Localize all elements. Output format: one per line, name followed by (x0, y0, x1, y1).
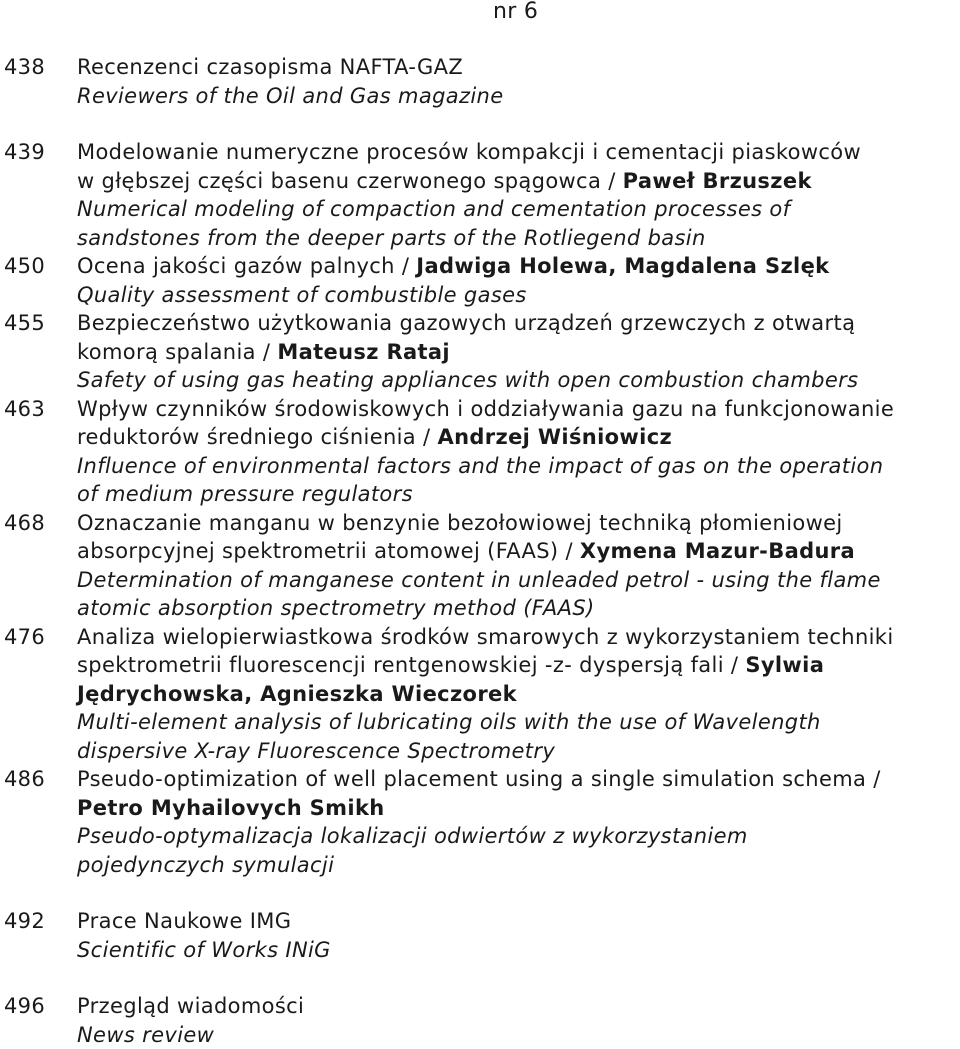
page-number: 455 (4, 309, 45, 337)
title-polish: Prace Naukowe IMG (77, 907, 960, 936)
table-of-contents (0, 53, 960, 1049)
title-english: pojedynczych symulacji (77, 851, 960, 880)
title-polish-text: w głębszej części basenu czerwonego spągowca / (77, 169, 623, 193)
title-polish-text: reduktorów średniego ciśnienia / (77, 425, 438, 449)
title-english: Multi-element analysis of lubricating oils with the use of Wavelength (77, 708, 960, 737)
page-number: 463 (4, 395, 45, 423)
page-number: 438 (4, 53, 45, 81)
title-english: Pseudo-optymalizacja lokalizacji odwiertów z wykorzystaniem (77, 822, 960, 851)
title-polish: Analiza wielopierwiastkowa środków smarowych z wykorzystaniem techniki (77, 623, 960, 652)
toc-entry (0, 509, 960, 623)
title-polish: Modelowanie numeryczne procesów kompakcji i cementacji piaskowców (77, 138, 960, 167)
toc-entry (0, 252, 960, 309)
title-polish (77, 423, 960, 452)
title-polish-text: absorpcyjnej spektrometrii atomowej (FAAS) / (77, 539, 580, 563)
author-names: Jadwiga Holewa, Magdalena Szlęk (416, 254, 829, 278)
title-polish-text: spektrometrii fluorescencji rentgenowskiej -z- dyspersją fali / (77, 653, 745, 677)
page-number: 486 (4, 765, 45, 793)
title-english: Reviewers of the Oil and Gas magazine (77, 82, 960, 111)
title-polish (77, 338, 960, 367)
page-number: 476 (4, 623, 45, 651)
title-polish: Pseudo-optimization of well placement using a single simulation schema / (77, 765, 960, 794)
title-polish-text: komorą spalania / (77, 340, 277, 364)
title-polish: Recenzenci czasopisma NAFTA-GAZ (77, 53, 960, 82)
page-number: 468 (4, 509, 45, 537)
title-english: Scientific of Works INiG (77, 936, 960, 965)
author-names: Paweł Brzuszek (623, 169, 812, 193)
title-english: News review (77, 1021, 960, 1049)
title-polish (77, 651, 960, 680)
page-number: 492 (4, 907, 45, 935)
page-number: 496 (4, 992, 45, 1020)
toc-entry (0, 623, 960, 766)
title-polish-text: Ocena jakości gazów palnych / (77, 254, 416, 278)
toc-entry (0, 309, 960, 395)
title-polish: Bezpieczeństwo użytkowania gazowych urządzeń grzewczych z otwartą (77, 309, 960, 338)
page-number: 450 (4, 252, 45, 280)
title-english: atomic absorption spectrometry method (FAAS) (77, 594, 960, 623)
title-polish (77, 537, 960, 566)
author-names: Jędrychowska, Agnieszka Wieczorek (77, 680, 960, 709)
author-names: Petro Myhailovych Smikh (77, 794, 960, 823)
title-english: of medium pressure regulators (77, 480, 960, 509)
title-polish: Przegląd wiadomości (77, 992, 960, 1021)
title-polish: Oznaczanie manganu w benzynie bezołowiowej techniką płomieniowej (77, 509, 960, 538)
title-english: dispersive X-ray Fluorescence Spectrometry (77, 737, 960, 766)
title-polish: Wpływ czynników środowiskowych i oddziaływania gazu na funkcjonowanie (77, 395, 960, 424)
title-english: Quality assessment of combustible gases (77, 281, 960, 310)
toc-entry (0, 907, 960, 964)
author-names: Andrzej Wiśniowicz (438, 425, 673, 449)
title-polish (77, 167, 960, 196)
title-english: Determination of manganese content in unleaded petrol - using the flame (77, 566, 960, 595)
toc-entry (0, 992, 960, 1049)
author-names: Xymena Mazur-Badura (580, 539, 855, 563)
title-english: Influence of environmental factors and the impact of gas on the operation (77, 452, 960, 481)
toc-entry (0, 765, 960, 879)
author-names: Sylwia (745, 653, 824, 677)
toc-entry (0, 53, 960, 110)
title-polish (77, 252, 960, 281)
toc-entry (0, 138, 960, 252)
toc-entry (0, 395, 960, 509)
title-english: Numerical modeling of compaction and cementation processes of (77, 195, 960, 224)
page-number: 439 (4, 138, 45, 166)
title-english: sandstones from the deeper parts of the Rotliegend basin (77, 224, 960, 253)
issue-number: nr 6 (493, 0, 538, 24)
author-names: Mateusz Rataj (277, 340, 450, 364)
title-english: Safety of using gas heating appliances with open combustion chambers (77, 366, 960, 395)
